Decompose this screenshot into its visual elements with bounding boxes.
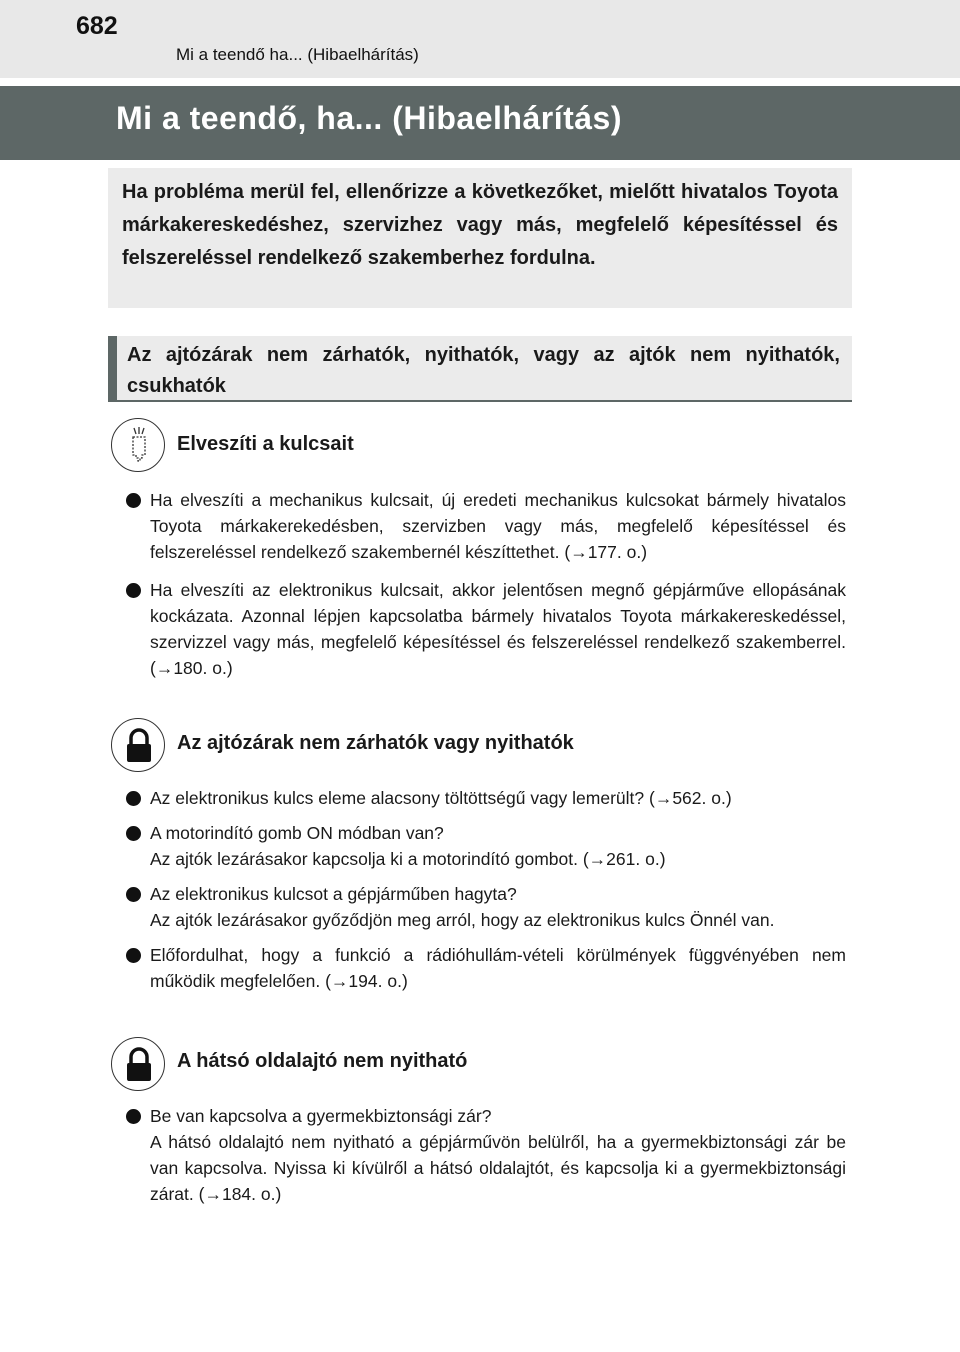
header-band xyxy=(0,0,960,78)
list-item: Ha elveszíti a mechanikus kulcsait, új eredeti mechanikus kulcsokat bármely hivatalos Toyota márkakerekedésben, szervizben vagy más, megfelelő képesítéssel és felszereléssel rendelkező szakembernél készíttethet. (→177. o.) xyxy=(126,487,846,565)
padlock-icon xyxy=(111,1037,165,1091)
list-item: Ha elveszíti az elektronikus kulcsait, akkor jelentősen megnő gépjárműve ellopásának kockázata. Azonnal lépjen kapcsolatba bármely hivatalos Toyota márkakereskedéssel, szervizzel vagy más, megfelelő képesítéssel és felszereléssel rendelkező szakemberrel. (→180. o.) xyxy=(126,577,846,681)
bullet-icon xyxy=(126,791,141,806)
topic-list-lost-keys xyxy=(126,487,846,690)
topic-list-locks xyxy=(126,785,846,1003)
page-number: 682 xyxy=(76,12,118,40)
list-item: Be van kapcsolva a gyermekbiztonsági zár? A hátsó oldalajtó nem nyitható a gépjárművön belülről, ha a gyermekbiztonsági zár be van kapcsolva. Nyissa ki kívülről a hátsó oldalajtót, és kapcsolja ki a gyermekbiztonsági zárat. (→184. o.) xyxy=(126,1103,846,1207)
page-title: Mi a teendő, ha... (Hibaelhárítás) xyxy=(116,100,622,136)
section-heading: Az ajtózárak nem zárhatók, nyithatók, vagy az ajtók nem nyithatók, csukhatók xyxy=(108,336,852,402)
bullet-icon xyxy=(126,583,141,598)
bullet-icon xyxy=(126,493,141,508)
bullet-icon xyxy=(126,887,141,902)
topic-heading-lost-keys: Elveszíti a kulcsait xyxy=(177,433,354,455)
padlock-icon xyxy=(111,718,165,772)
bullet-icon xyxy=(126,826,141,841)
topic-heading-locks: Az ajtózárak nem zárhatók vagy nyithatók xyxy=(177,732,574,754)
bullet-icon xyxy=(126,948,141,963)
bullet-icon xyxy=(126,1109,141,1124)
list-item: A motorindító gomb ON módban van? Az ajtók lezárásakor kapcsolja ki a motorindító gombot. (→261. o.) xyxy=(126,820,846,872)
key-icon xyxy=(111,418,165,472)
intro-box: Ha probléma merül fel, ellenőrizze a következőket, mielőtt hivatalos Toyota márkakereskedéshez, szervizhez vagy más, megfelelő képesítéssel és felszereléssel rendelkező szakemberhez fordulna. xyxy=(108,168,852,308)
topic-list-rear-door xyxy=(126,1103,846,1216)
list-item: Az elektronikus kulcs eleme alacsony töltöttségű vagy lemerült? (→562. o.) xyxy=(126,785,846,811)
list-item: Előfordulhat, hogy a funkció a rádióhullám-vételi körülmények függvényében nem működik megfelelően. (→194. o.) xyxy=(126,942,846,994)
list-item: Az elektronikus kulcsot a gépjárműben hagyta? Az ajtók lezárásakor győződjön meg arról, hogy az elektronikus kulcs Önnél van. xyxy=(126,881,846,933)
topic-heading-rear-door: A hátsó oldalajtó nem nyitható xyxy=(177,1050,468,1072)
running-head: Mi a teendő ha... (Hibaelhárítás) xyxy=(176,45,419,64)
